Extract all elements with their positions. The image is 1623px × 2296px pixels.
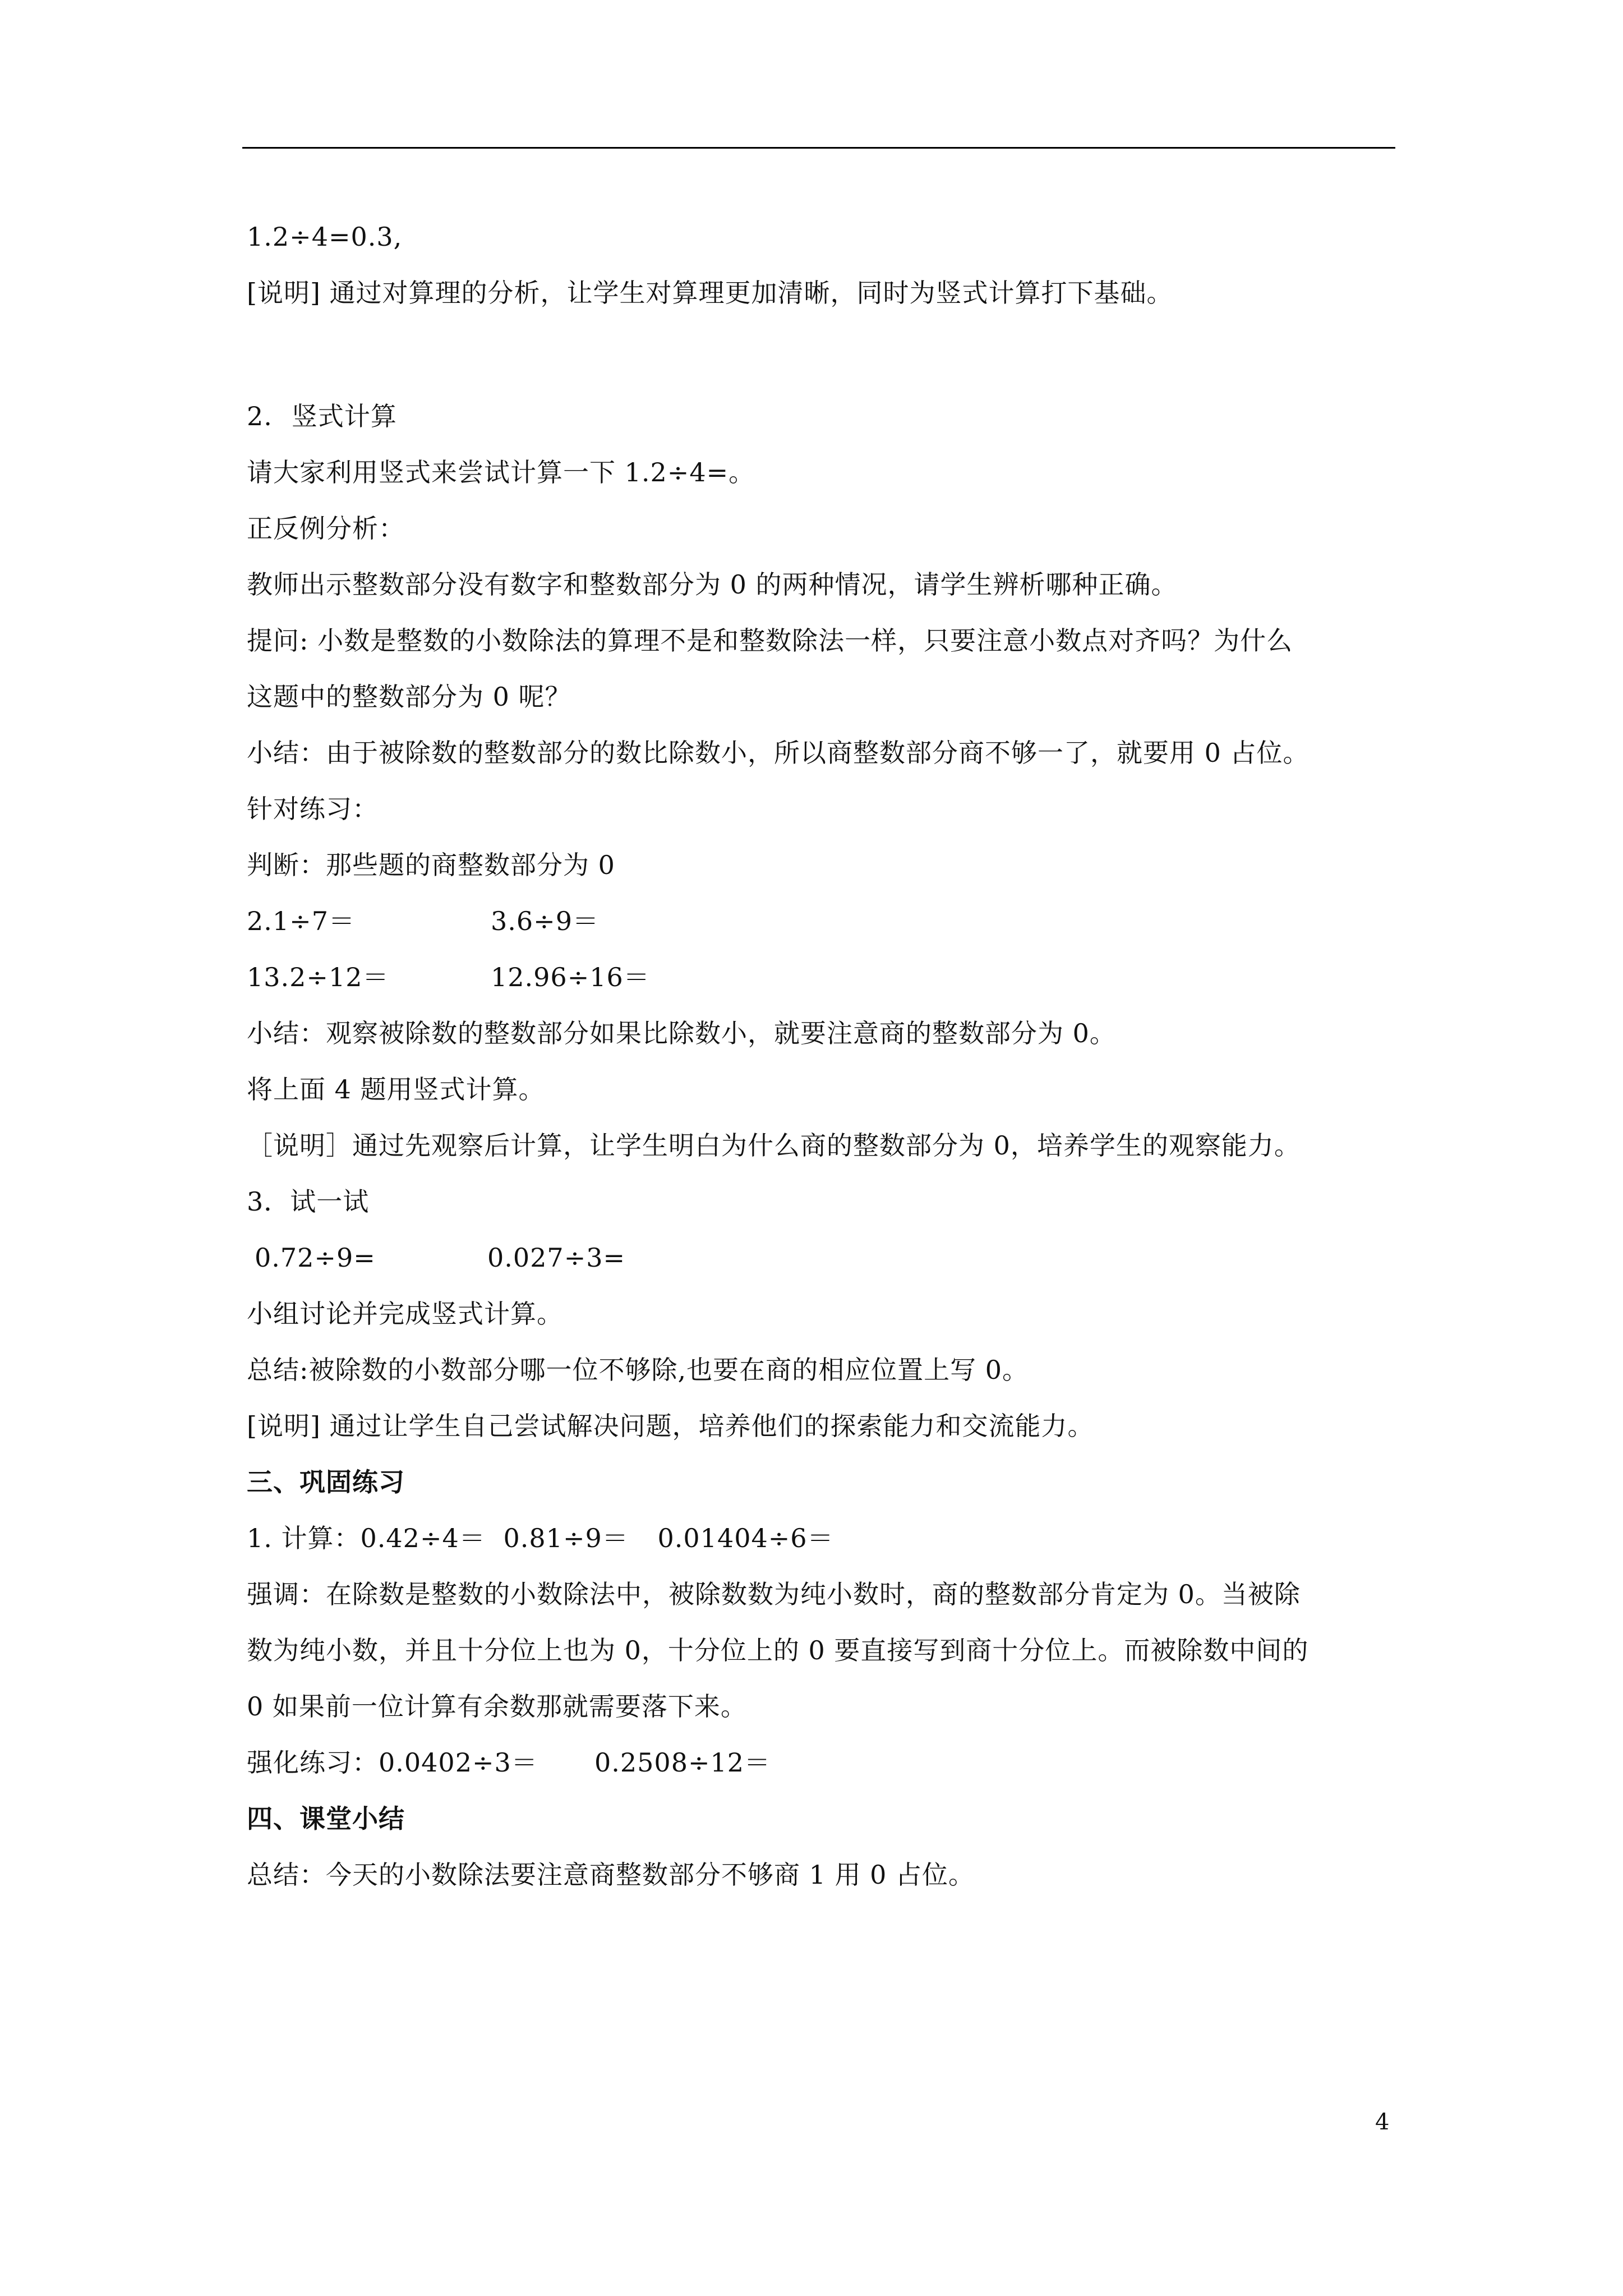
text-line: 教师出示整数部分没有数字和整数部分为 0 的两种情况，请学生辨析哪种正确。 bbox=[247, 569, 1178, 600]
text-line: 数为纯小数，并且十分位上也为 0，十分位上的 0 要直接写到商十分位上。而被除数中间的 bbox=[247, 1635, 1309, 1665]
exercise-label: 强化练习： bbox=[247, 1747, 379, 1778]
chapter-heading: 三、巩固练习 bbox=[247, 1467, 405, 1497]
text-line: 提问: 小数是整数的小数除法的算理不是和整数除法一样，只要注意小数点对齐吗？为什么 bbox=[247, 625, 1293, 656]
exercise-item: 0.027÷3= bbox=[487, 1243, 626, 1273]
exercise-row bbox=[247, 949, 1396, 1005]
exercise-item: 13.2÷12＝ bbox=[247, 962, 389, 992]
section-heading: 3．试一试 bbox=[247, 1186, 370, 1217]
section-title: 竖式计算 bbox=[291, 401, 397, 431]
text-line: 小结：由于被除数的整数部分的数比除数小，所以商整数部分商不够一了，就要用 0 占位。 bbox=[247, 738, 1310, 768]
exercise-item: 0.42÷4＝ bbox=[360, 1523, 486, 1553]
section-heading bbox=[247, 388, 1396, 444]
exercise-item: 0.01404÷6＝ bbox=[657, 1523, 834, 1553]
exercise-item: 12.96÷16＝ bbox=[491, 962, 650, 992]
document-body bbox=[247, 209, 1396, 1903]
exercise-item: 0.0402÷3＝ bbox=[379, 1747, 538, 1778]
text-line: 将上面 4 题用竖式计算。 bbox=[247, 1074, 545, 1105]
text-line: 针对练习： bbox=[247, 794, 379, 824]
exercise-item: 2.1÷7＝ bbox=[247, 906, 355, 936]
text-line: 总结:被除数的小数部分哪一位不够除,也要在商的相应位置上写 0。 bbox=[247, 1355, 1029, 1385]
text-line: 1.2÷4=0.3, bbox=[247, 222, 403, 252]
note-line: [说明] 通过让学生自己尝试解决问题，培养他们的探索能力和交流能力。 bbox=[247, 1411, 1094, 1441]
exercise-item: 0.81÷9＝ bbox=[503, 1523, 629, 1553]
text-line: 正反例分析： bbox=[247, 513, 405, 544]
text-line: 0 如果前一位计算有余数那就需要落下来。 bbox=[247, 1691, 747, 1722]
exercise-row bbox=[247, 893, 1396, 949]
text-line: 总结：今天的小数除法要注意商整数部分不够商 1 用 0 占位。 bbox=[247, 1860, 975, 1890]
page-number: 4 bbox=[1375, 2109, 1390, 2135]
text-line: 小结：观察被除数的整数部分如果比除数小，就要注意商的整数部分为 0。 bbox=[247, 1018, 1116, 1048]
text-line: 这题中的整数部分为 0 呢？ bbox=[247, 682, 571, 712]
chapter-heading: 四、课堂小结 bbox=[247, 1803, 405, 1834]
exercise-item: 0.72÷9= bbox=[255, 1243, 376, 1273]
exercise-row bbox=[247, 1230, 1396, 1286]
section-number: 2. bbox=[247, 401, 273, 431]
note-line: ［说明］通过先观察后计算，让学生明白为什么商的整数部分为 0，培养学生的观察能力。 bbox=[247, 1130, 1301, 1161]
exercise-row bbox=[247, 1734, 1396, 1791]
text-line: 判断：那些题的商整数部分为 0 bbox=[247, 850, 615, 880]
text-line: 小组讨论并完成竖式计算。 bbox=[247, 1299, 563, 1329]
text-line: 强调：在除数是整数的小数除法中，被除数数为纯小数时，商的整数部分肯定为 0。当被除 bbox=[247, 1579, 1301, 1609]
header-rule bbox=[242, 147, 1395, 149]
note-line: [说明] 通过对算理的分析，让学生对算理更加清晰，同时为竖式计算打下基础。 bbox=[247, 278, 1173, 308]
text-line: 请大家利用竖式来尝试计算一下 1.2÷4=。 bbox=[247, 457, 755, 487]
exercise-row bbox=[247, 1510, 1396, 1566]
exercise-item: 0.2508÷12＝ bbox=[594, 1747, 771, 1778]
exercise-item: 3.6÷9＝ bbox=[491, 906, 599, 936]
exercise-label: 1. 计算： bbox=[247, 1523, 361, 1553]
